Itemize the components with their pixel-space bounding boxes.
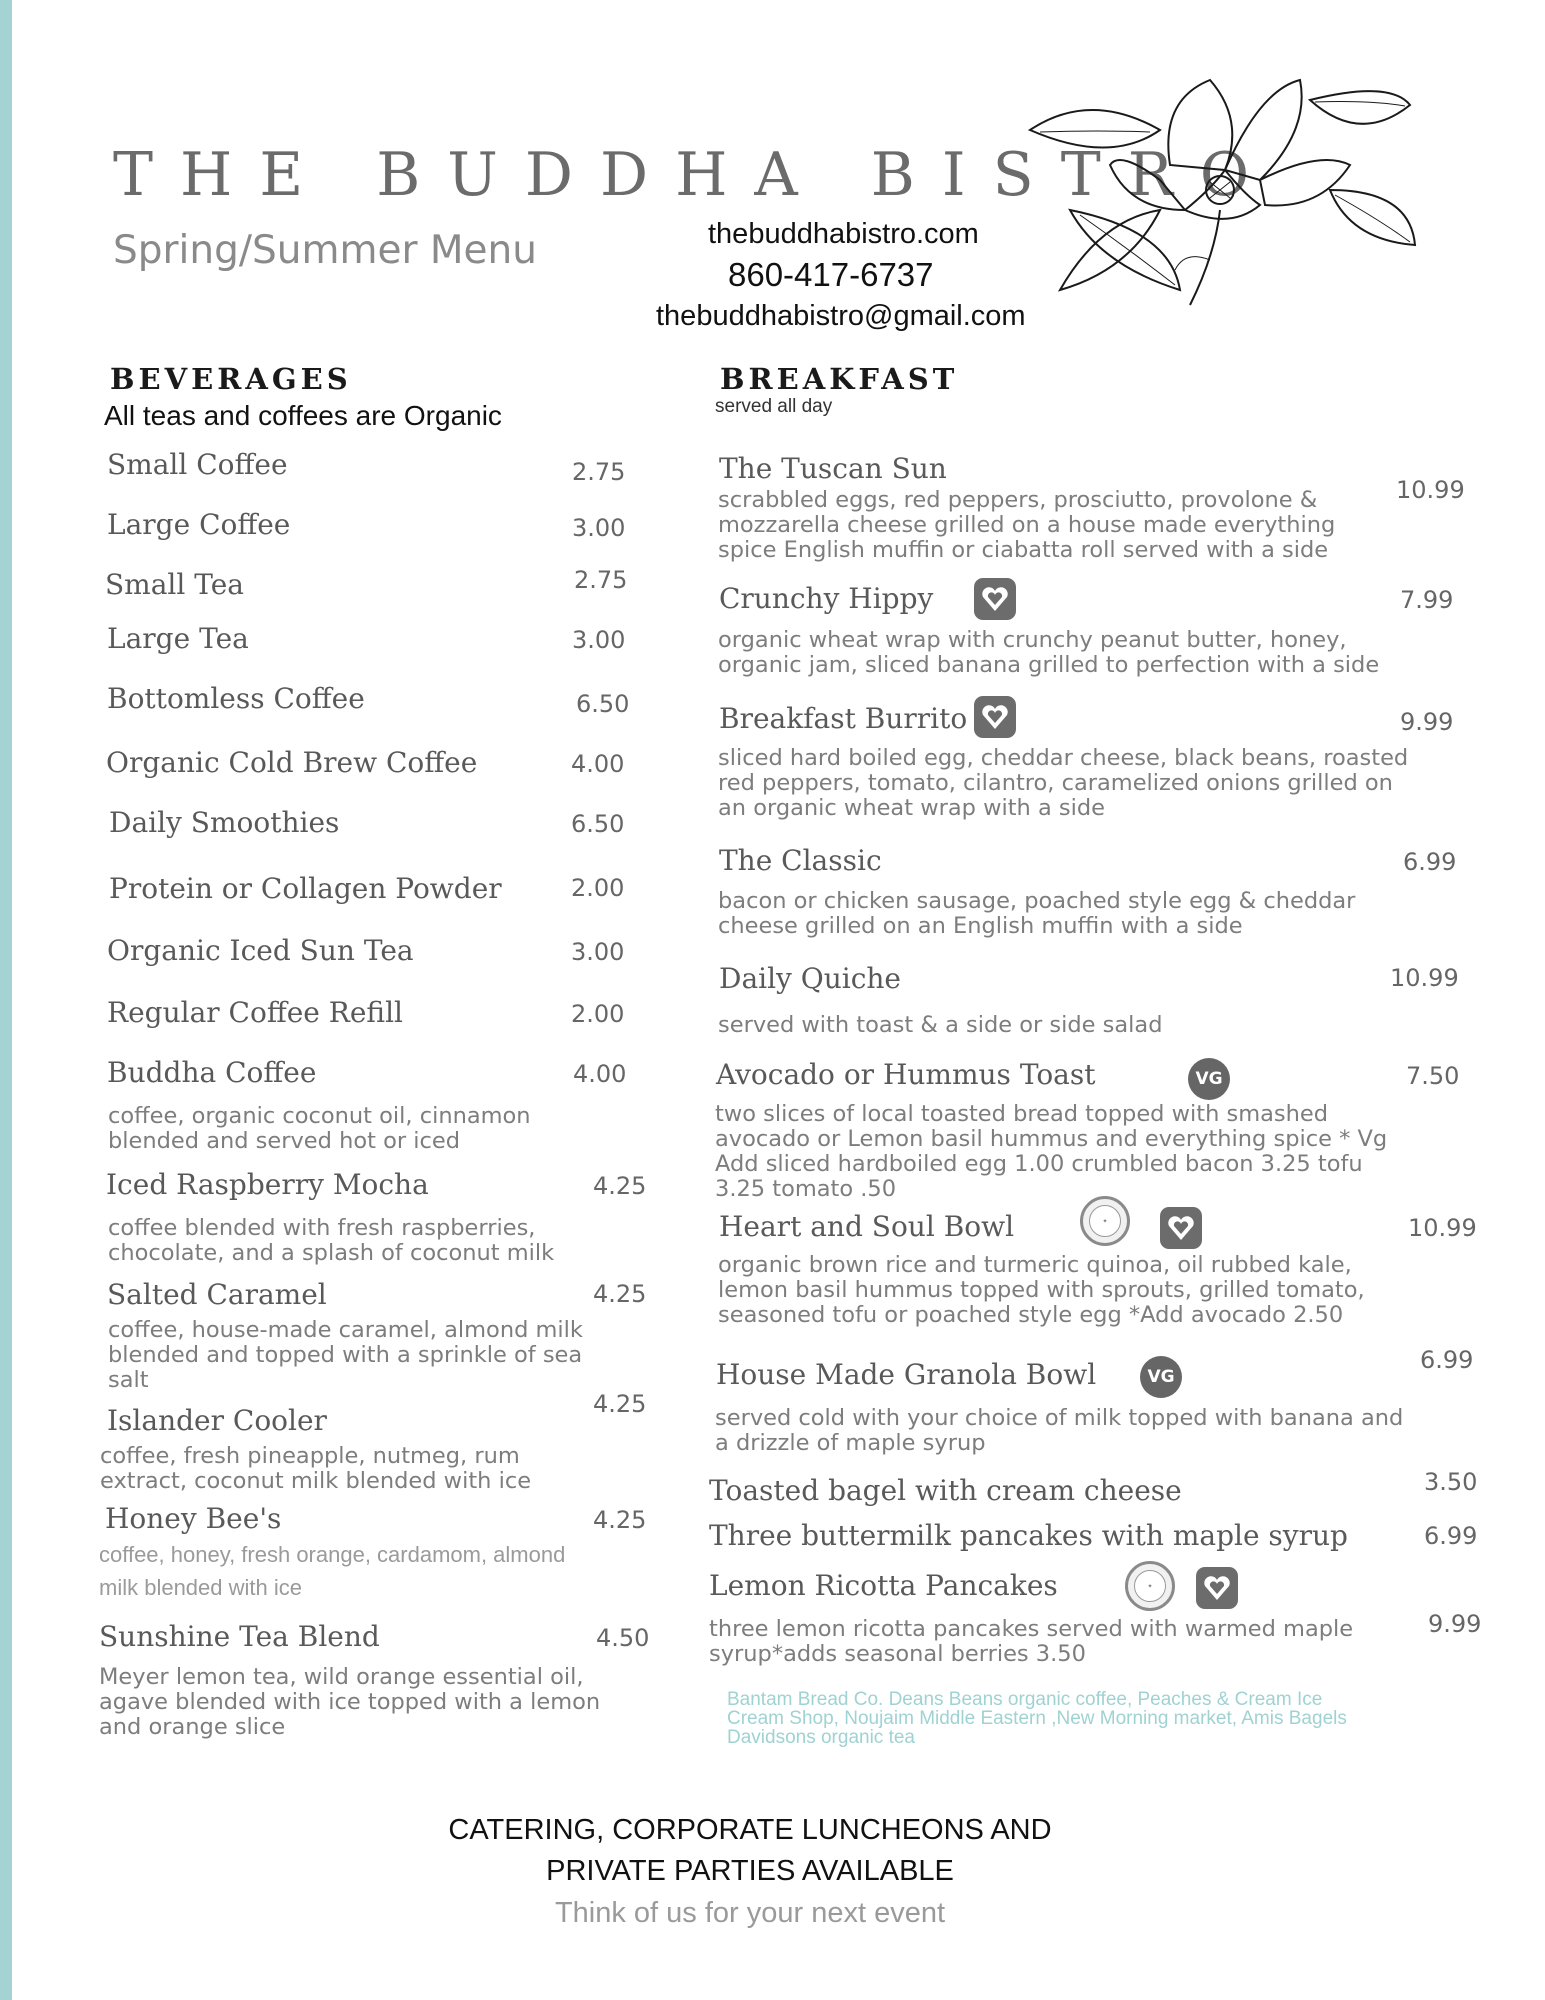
catering-line-1: CATERING, CORPORATE LUNCHEONS AND — [448, 1814, 1052, 1846]
heart-icon — [1196, 1567, 1238, 1609]
menu-item-price: 6.99 — [1403, 848, 1457, 876]
vegan-badge-icon — [1140, 1356, 1182, 1398]
menu-item-name: Bottomless Coffee — [107, 682, 365, 715]
menu-item-name: The Classic — [719, 844, 882, 877]
heart-icon — [974, 696, 1016, 738]
menu-item-price: 2.00 — [571, 1000, 625, 1028]
beverages-heading: BEVERAGES — [110, 362, 352, 396]
menu-item-name: Buddha Coffee — [107, 1056, 317, 1089]
menu-item-description: served with toast & a side or side salad — [718, 1012, 1163, 1038]
menu-item-price: 4.50 — [596, 1624, 650, 1652]
menu-item-description: organic wheat wrap with crunchy peanut butter, honey, organic jam, sliced banana grilled to perfection with a side — [718, 627, 1380, 678]
menu-item-name: Large Tea — [107, 622, 249, 655]
menu-item-price: 7.50 — [1406, 1062, 1460, 1090]
menu-item-name: Lemon Ricotta Pancakes — [709, 1569, 1058, 1602]
menu-item-price: 2.00 — [571, 874, 625, 902]
gluten-free-seal-icon: ✦ — [1080, 1196, 1130, 1246]
menu-item-price: 6.50 — [571, 810, 625, 838]
local-sources-note: Bantam Bread Co. Deans Beans organic coffee, Peaches & Cream Ice Cream Shop, Noujaim Middle Eastern ,New Morning market, Amis Bagels Davidsons organic tea — [727, 1689, 1347, 1748]
menu-item-price: 7.99 — [1400, 586, 1454, 614]
page-title: THE BUDDHA BISTRO — [113, 140, 1277, 210]
menu-item-name: Honey Bee's — [105, 1502, 282, 1535]
menu-item-name: Heart and Soul Bowl — [719, 1210, 1015, 1243]
menu-item-description: three lemon ricotta pancakes served with warmed maple syrup*adds seasonal berries 3.50 — [709, 1616, 1354, 1667]
menu-item-name: Toasted bagel with cream cheese — [709, 1474, 1182, 1507]
menu-item-name: Daily Quiche — [719, 962, 901, 995]
menu-item-price: 2.75 — [574, 566, 628, 594]
menu-item-price: 9.99 — [1428, 1610, 1482, 1638]
email-link[interactable]: thebuddhabistro@gmail.com — [656, 300, 1026, 332]
heart-icon — [1160, 1207, 1202, 1249]
menu-item-name: Large Coffee — [107, 508, 291, 541]
menu-item-name: Salted Caramel — [107, 1278, 327, 1311]
menu-item-description: sliced hard boiled egg, cheddar cheese, black beans, roasted red peppers, tomato, cilantro, caramelized onions grilled on an organic wheat wrap with a side — [718, 745, 1409, 821]
menu-item-description: coffee, organic coconut oil, cinnamon blended and served hot or iced — [108, 1103, 531, 1154]
menu-item-description: coffee, fresh pineapple, nutmeg, rum extract, coconut milk blended with ice — [100, 1443, 532, 1494]
menu-item-price: 4.25 — [593, 1172, 647, 1200]
menu-item-name: House Made Granola Bowl — [716, 1358, 1097, 1391]
menu-item-description: coffee blended with fresh raspberries, chocolate, and a splash of coconut milk — [108, 1215, 555, 1266]
menu-item-name: Organic Iced Sun Tea — [107, 934, 414, 967]
beverages-note: All teas and coffees are Organic — [104, 400, 502, 431]
menu-item-name: Three buttermilk pancakes with maple syrup — [709, 1519, 1348, 1552]
menu-item-name: Small Tea — [105, 568, 245, 601]
menu-item-name: Regular Coffee Refill — [107, 996, 403, 1029]
menu-item-name: Breakfast Burrito — [719, 702, 968, 735]
menu-item-price: 6.99 — [1424, 1522, 1478, 1550]
menu-item-price: 6.50 — [576, 690, 630, 718]
vegan-badge-icon — [1188, 1058, 1230, 1100]
vegan-badge-label: VG — [1147, 1367, 1175, 1387]
vegan-badge-label: VG — [1195, 1069, 1223, 1089]
menu-item-name: Small Coffee — [107, 448, 288, 481]
menu-item-description: organic brown rice and turmeric quinoa, oil rubbed kale, lemon basil hummus topped with sprouts, grilled tomato, seasoned tofu or poached style egg *Add avocado 2.50 — [718, 1252, 1365, 1328]
menu-item-price: 2.75 — [572, 458, 626, 486]
menu-item-name: Avocado or Hummus Toast — [716, 1058, 1096, 1091]
accent-bar — [0, 0, 12, 2000]
menu-item-name: Daily Smoothies — [109, 806, 340, 839]
menu-item-name: The Tuscan Sun — [719, 452, 947, 485]
menu-item-price: 3.00 — [572, 626, 626, 654]
menu-item-name: Protein or Collagen Powder — [109, 872, 502, 905]
phone-number[interactable]: 860-417-6737 — [728, 256, 934, 293]
gluten-free-seal-icon: ✦ — [1125, 1561, 1175, 1611]
menu-subtitle: Spring/Summer Menu — [113, 228, 537, 273]
website-link[interactable]: thebuddhabistro.com — [708, 218, 979, 250]
menu-item-price: 6.99 — [1420, 1346, 1474, 1374]
menu-item-price: 4.25 — [593, 1280, 647, 1308]
menu-item-price: 10.99 — [1396, 476, 1465, 504]
menu-item-name: Crunchy Hippy — [719, 582, 934, 615]
menu-item-description: scrabbled eggs, red peppers, prosciutto, provolone & mozzarella cheese grilled on a house made everything spice English muffin or ciabatta roll served with a side — [718, 487, 1336, 563]
menu-item-price: 4.25 — [593, 1390, 647, 1418]
breakfast-heading: BREAKFAST — [720, 362, 959, 396]
menu-item-price: 4.00 — [571, 750, 625, 778]
heart-icon — [974, 578, 1016, 620]
catering-tagline: Think of us for your next event — [554, 1897, 946, 1929]
menu-item-price: 10.99 — [1408, 1214, 1477, 1242]
menu-item-description: served cold with your choice of milk topped with banana and a drizzle of maple syrup — [715, 1405, 1404, 1456]
menu-item-name: Sunshine Tea Blend — [99, 1620, 380, 1653]
menu-item-price: 4.00 — [573, 1060, 627, 1088]
menu-item-price: 4.25 — [593, 1506, 647, 1534]
menu-item-price: 3.00 — [571, 938, 625, 966]
breakfast-note: served all day — [715, 396, 833, 417]
menu-item-description: coffee, house-made caramel, almond milk blended and topped with a sprinkle of sea salt — [108, 1317, 583, 1393]
menu-item-price: 3.50 — [1424, 1468, 1478, 1496]
menu-item-price: 10.99 — [1390, 964, 1459, 992]
menu-item-description: Meyer lemon tea, wild orange essential oil, agave blended with ice topped with a lemon and orange slice — [99, 1664, 601, 1740]
menu-item-description: bacon or chicken sausage, poached style egg & cheddar cheese grilled on an English muffin with a side — [718, 888, 1356, 939]
catering-line-2: PRIVATE PARTIES AVAILABLE — [546, 1855, 954, 1887]
menu-item-description: coffee, honey, fresh orange, cardamom, almond milk blended with ice — [99, 1542, 566, 1600]
menu-item-price: 9.99 — [1400, 708, 1454, 736]
menu-item-price: 3.00 — [572, 514, 626, 542]
menu-item-name: Islander Cooler — [107, 1404, 327, 1437]
menu-item-name: Organic Cold Brew Coffee — [106, 746, 478, 779]
menu-item-description: two slices of local toasted bread topped with smashed avocado or Lemon basil hummus and everything spice * Vg Add sliced hardboiled egg 1.00 crumbled bacon 3.25 tofu 3.25 tomato .50 — [715, 1101, 1388, 1202]
menu-item-name: Iced Raspberry Mocha — [106, 1168, 429, 1201]
magnolia-flower-icon — [1010, 70, 1430, 320]
